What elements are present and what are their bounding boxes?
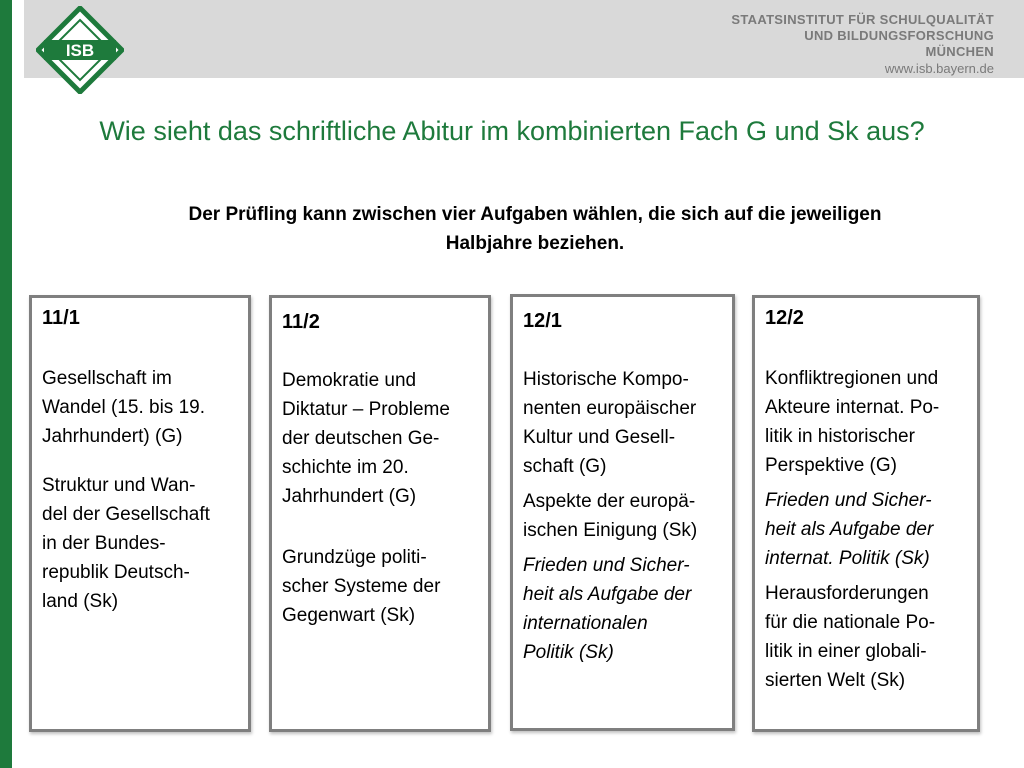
text-line: heit als Aufgabe der: [765, 519, 934, 540]
text-line: der deutschen Ge-: [282, 428, 440, 449]
card-heading: 12/1: [523, 310, 562, 332]
card-item-society-change: [42, 364, 238, 451]
text-line: republik Deutsch-: [42, 562, 190, 583]
text-line: Frieden und Sicher-: [765, 490, 932, 511]
logo-text: ISB: [65, 41, 95, 60]
institute-name: [731, 12, 994, 78]
card-item-european-integration: [523, 487, 722, 545]
text-line: land (Sk): [42, 591, 119, 612]
isb-logo: [36, 6, 124, 94]
text-line: nenten europäischer: [523, 398, 697, 419]
text-line: Demokratie und: [282, 370, 417, 391]
text-line: litik in einer globali-: [765, 641, 927, 662]
text-line: Aspekte der europä-: [523, 491, 696, 512]
card-11-1: [29, 295, 251, 732]
text-line: litik in historischer: [765, 426, 915, 447]
institute-line-1: STAATSINSTITUT FÜR SCHULQUALITÄT: [731, 12, 994, 27]
card-item-political-systems: [282, 543, 478, 630]
text-line: Jahrhundert (G): [282, 486, 417, 507]
text-line: Diktatur – Probleme: [282, 399, 450, 420]
text-line: internat. Politik (Sk): [765, 548, 930, 569]
card-heading: 11/1: [42, 307, 80, 329]
text-line: heit als Aufgabe der: [523, 584, 692, 605]
text-line: Gesellschaft im: [42, 368, 172, 389]
intro-text: [110, 200, 960, 258]
text-line: Herausforderungen: [765, 583, 929, 604]
card-heading: 11/2: [282, 311, 320, 333]
card-item-democracy-dictatorship: [282, 366, 478, 511]
card-item-peace-security: [765, 486, 967, 573]
text-line: del der Gesellschaft: [42, 504, 210, 525]
text-line: Akteure internat. Po-: [765, 397, 940, 418]
text-line: Frieden und Sicher-: [523, 555, 690, 576]
text-line: schaft (G): [523, 456, 607, 477]
card-11-2: [269, 295, 491, 732]
card-12-2: [752, 295, 980, 732]
text-line: in der Bundes-: [42, 533, 166, 554]
text-line: Konfliktregionen und: [765, 368, 939, 389]
text-line: sierten Welt (Sk): [765, 670, 906, 691]
text-line: Perspektive (G): [765, 455, 897, 476]
intro-line-2: Halbjahre beziehen.: [445, 233, 625, 254]
institute-url[interactable]: www.isb.bayern.de: [884, 61, 994, 76]
card-item-society-structure: [42, 471, 238, 616]
text-line: Historische Kompo-: [523, 369, 689, 390]
text-line: Gegenwart (Sk): [282, 605, 416, 626]
institute-line-3: MÜNCHEN: [925, 44, 994, 59]
text-line: internationalen: [523, 613, 648, 634]
card-item-european-culture: [523, 365, 722, 481]
text-line: scher Systeme der: [282, 576, 441, 597]
institute-line-2: UND BILDUNGSFORSCHUNG: [804, 28, 994, 43]
card-12-1: [510, 294, 735, 731]
text-line: ischen Einigung (Sk): [523, 520, 698, 541]
text-line: Struktur und Wan-: [42, 475, 196, 496]
intro-line-1: Der Prüfling kann zwischen vier Aufgaben wählen, die sich auf die jeweiligen: [188, 204, 882, 225]
text-line: Grundzüge politi-: [282, 547, 427, 568]
text-line: Kultur und Gesell-: [523, 427, 676, 448]
text-line: Politik (Sk): [523, 642, 614, 663]
card-item-global-challenges: [765, 579, 967, 695]
text-line: Wandel (15. bis 19.: [42, 397, 205, 418]
card-heading: 12/2: [765, 307, 804, 329]
text-line: für die nationale Po-: [765, 612, 936, 633]
text-line: schichte im 20.: [282, 457, 409, 478]
slide-title: Wie sieht das schriftliche Abitur im kombinierten Fach G und Sk aus?: [99, 116, 925, 146]
card-item-conflict-regions: [765, 364, 967, 480]
text-line: Jahrhundert) (G): [42, 426, 183, 447]
card-item-peace-security: [523, 551, 722, 667]
